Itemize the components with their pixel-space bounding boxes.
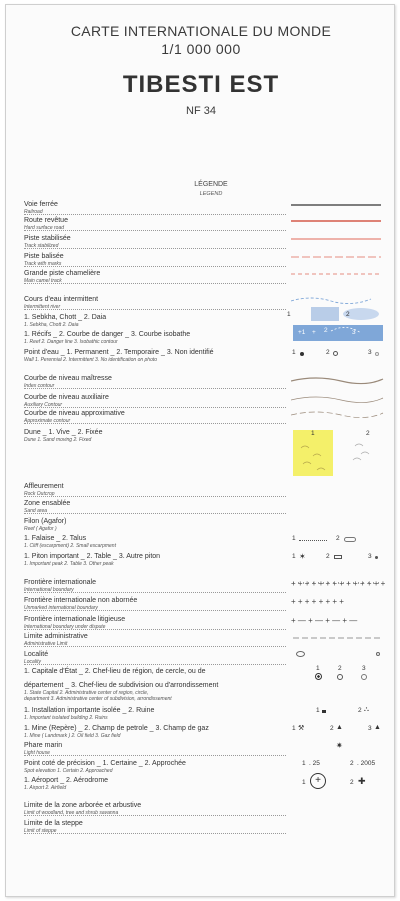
legend-row-disputed-boundary: Frontière internationale litigieuse International boundary under dispute <box>24 616 126 630</box>
map-scale: 1/1 000 000 <box>161 41 241 57</box>
state-capital-symbol <box>315 673 322 680</box>
legend-row-auxiliary-contour: Courbe de niveau auxiliaire Auxiliary Contour <box>24 394 109 408</box>
locality-symbol <box>296 651 305 657</box>
legend-row-locality: Localité Locality <box>24 651 49 665</box>
water-point-num-1: 1 <box>292 349 296 356</box>
reef-symbol <box>293 325 383 341</box>
legend-row-capital: 1. Capitale d'État _ 2. Chef-lieu de région, de cercle, ou de <box>24 668 206 675</box>
boundary-symbols <box>291 577 386 643</box>
leader-dots <box>24 815 286 816</box>
leader-dots <box>24 214 286 215</box>
isolated-building-symbol <box>322 710 326 713</box>
mine-icon: ⚒ <box>298 725 305 732</box>
water-point-unidentified-symbol <box>375 352 379 356</box>
leader-dots <box>24 248 286 249</box>
sheet-code: NF 34 <box>186 105 216 117</box>
cliff-symbol <box>299 540 327 541</box>
table-symbol <box>334 555 342 559</box>
leader-dots <box>24 230 286 231</box>
important-peak-symbol: ✶ <box>299 552 306 561</box>
airfield-icon: ✚ <box>358 776 366 786</box>
svg-text:+ + + + + + + + + + + + + +: + + + + + + + + + + + + + + <box>291 579 386 588</box>
water-point-perennial-symbol <box>300 352 304 356</box>
leader-dots <box>24 610 286 611</box>
legend-row-sand-area: Zone ensablée Sand area <box>24 500 71 514</box>
legend-row-department: département _ 3. Chef-lieu de subdivision ou d'arrondissement 1. State Capital 2. Administrative center of region, circle, department 3. Administrative center of subdivision, arrondissement <box>24 682 219 702</box>
locality-small-symbol <box>376 652 380 656</box>
legend-row-spot-elevation: Point coté de précision _ 1. Certaine _ 2. Approchée Spot elevation 1. Certain 2. Approached <box>24 760 186 774</box>
legend-row-approx-contour: Courbe de niveau approximative Approximate contour <box>24 410 125 424</box>
legend-row-reef: 1. Récifs _ 2. Courbe de danger _ 3. Courbe isobathe 1. Reef 2. Danger line 3. Isobathic contour <box>24 331 191 345</box>
leader-dots <box>24 646 286 647</box>
leader-dots <box>24 833 286 834</box>
legend-row-sebkha: 1. Sebkha, Chott _ 2. Daia 1. Sebkha, Chott 2. Daia <box>24 314 107 328</box>
legend-row-lighthouse: Phare marin Light house <box>24 742 63 756</box>
legend-row-intl-boundary: Frontière internationale International boundary <box>24 579 96 593</box>
leader-dots <box>24 388 286 389</box>
contour-symbols <box>291 371 386 421</box>
sebkha-num-1: 1 <box>287 311 291 318</box>
legend-row-railroad: Voie ferrée Railroad <box>24 201 58 215</box>
legend-heading-en: LEGEND <box>199 191 223 197</box>
legend-row-unmarked-boundary: Frontière internationale non abornée Unmarked international boundary <box>24 597 138 611</box>
water-point-num-3: 3 <box>368 349 372 356</box>
leader-dots <box>24 283 286 284</box>
legend-row-intermittent-river: Cours d'eau intermittent Intermittent river <box>24 296 99 310</box>
index-contour-symbol <box>291 378 383 384</box>
legend-row-water-point: Point d'eau _ 1. Permanent _ 2. Temporaire _ 3. Non identifié Wall 1. Perennial 2. Intermittent 3. No identification on photo <box>24 349 214 363</box>
aero-num-2: 2 <box>350 779 354 786</box>
oil-field-icon: ▲ <box>336 724 343 731</box>
ruins-icon: ⛬ <box>364 706 369 713</box>
legend-row-mine: 1. Mine (Repère) _ 2. Champ de petrole _ 3. Champ de gaz 1. Mine ( Landmark ) 2. Oil field 3. Gaz field <box>24 725 209 739</box>
series-title: CARTE INTERNATIONALE DU MONDE <box>70 23 332 39</box>
spot-certain-value: . 25 <box>309 760 320 767</box>
legend-row-reef-agafor: Filon (Agafor) Reef ( Agafor ) <box>24 518 67 532</box>
legend-row-cliff: 1. Falaise _ 2. Talus 1. Cliff (escarpment) 2. Small escarpment <box>24 535 116 549</box>
reef-num-2: 2 <box>324 327 328 334</box>
legend-row-dune: Dune _ 1. Vive _ 2. Fixée Dune 1. Sand moving 2. Fixed <box>24 429 103 443</box>
disputed-boundary-symbol: + — + — + — + — <box>291 616 358 625</box>
unmarked-boundary-symbol: + + + + + + + + <box>291 597 344 606</box>
leader-dots <box>24 629 286 630</box>
leader-dots <box>24 664 286 665</box>
leader-dots <box>24 496 286 497</box>
legend-heading: LÉGENDE <box>194 181 228 188</box>
cliff-num-2: 2 <box>336 535 340 542</box>
leader-dots <box>24 309 286 310</box>
dune-num-2: 2 <box>366 430 370 437</box>
sheet-title: TIBESTI EST <box>122 71 280 98</box>
legend-row-track-stabilized: Piste stabilisée Track stabilized <box>24 235 71 249</box>
dune-fixed-symbol <box>353 444 369 460</box>
auxiliary-contour-symbol <box>291 397 383 403</box>
spot-num-2: 2 <box>350 760 354 767</box>
legend-row-track-marked: Piste balisée Track with marks <box>24 253 64 267</box>
mine-num-3: 3 <box>368 725 372 732</box>
legend-row-road: Route revêtue Hard surface road <box>24 217 68 231</box>
reef-num-3: 3 <box>352 329 356 336</box>
legend-row-installation: 1. Installation importante isolée _ 2. Ruine 1. Important isolated building 2. Ruins <box>24 707 155 721</box>
spot-num-1: 1 <box>302 760 306 767</box>
airport-icon: + <box>310 773 326 789</box>
mine-num-2: 2 <box>330 725 334 732</box>
leader-dots <box>24 266 286 267</box>
sebkha-symbol <box>311 307 339 321</box>
escarpment-symbol <box>344 537 356 542</box>
reef-num-1: +1 <box>298 329 306 336</box>
legend-row-camel-track: Grande piste chamelière Main camel track <box>24 270 101 284</box>
leader-dots <box>24 423 286 424</box>
leader-dots <box>24 755 286 756</box>
legend-row-outcrop: Affleurement Rock Outcrop <box>24 483 64 497</box>
capital-num-1: 1 <box>316 665 320 672</box>
region-center-symbol <box>337 674 343 680</box>
gas-field-icon: ▲ <box>374 724 381 731</box>
legend-row-airport: 1. Aéroport _ 2. Aérodrome 1. Airport 2. Airfield <box>24 777 109 791</box>
legend-row-index-contour: Courbe de niveau maîtresse Index contour <box>24 375 112 389</box>
water-point-num-2: 2 <box>326 349 330 356</box>
capital-num-3: 3 <box>362 665 366 672</box>
legend-row-woodland-limit: Limite de la zone arborée et arbustive Limit of woodland, tree and shrub savanna <box>24 802 142 816</box>
peak-num-2: 2 <box>326 553 330 560</box>
leader-dots <box>24 592 286 593</box>
approximate-contour-symbol <box>291 412 383 418</box>
reef-plus: + <box>312 329 316 336</box>
legend-row-peak: 1. Piton important _ 2. Table _ 3. Autre piton 1. Important peak 2. Table 3. Other peak <box>24 553 161 567</box>
spot-approached-value: . 2005 <box>357 760 376 767</box>
legend-row-steppe-limit: Limite de la steppe Limit of steppe <box>24 820 83 834</box>
installation-num-2: 2 <box>358 707 362 714</box>
installation-num-1: 1 <box>316 707 320 714</box>
aero-num-1: 1 <box>302 779 306 786</box>
other-peak-symbol <box>375 556 378 559</box>
peak-num-1: 1 <box>292 553 296 560</box>
mine-num-1: 1 <box>292 725 296 732</box>
dune-marks <box>293 430 388 480</box>
leader-dots <box>24 407 286 408</box>
water-point-intermittent-symbol <box>333 351 338 356</box>
sebkha-num-2: 2 <box>346 311 350 318</box>
leader-dots <box>24 513 286 514</box>
lighthouse-icon: ✷ <box>336 741 343 750</box>
line-symbols <box>291 199 386 289</box>
peak-num-3: 3 <box>368 553 372 560</box>
intermittent-river-symbol <box>291 298 371 304</box>
legend-row-admin-limit: Limite administrative Administrative Limit <box>24 633 88 647</box>
capital-num-2: 2 <box>338 665 342 672</box>
subdivision-center-symbol <box>361 674 367 680</box>
legend-sheet <box>5 4 395 897</box>
cliff-num-1: 1 <box>292 535 296 542</box>
dune-num-1: 1 <box>311 430 315 437</box>
